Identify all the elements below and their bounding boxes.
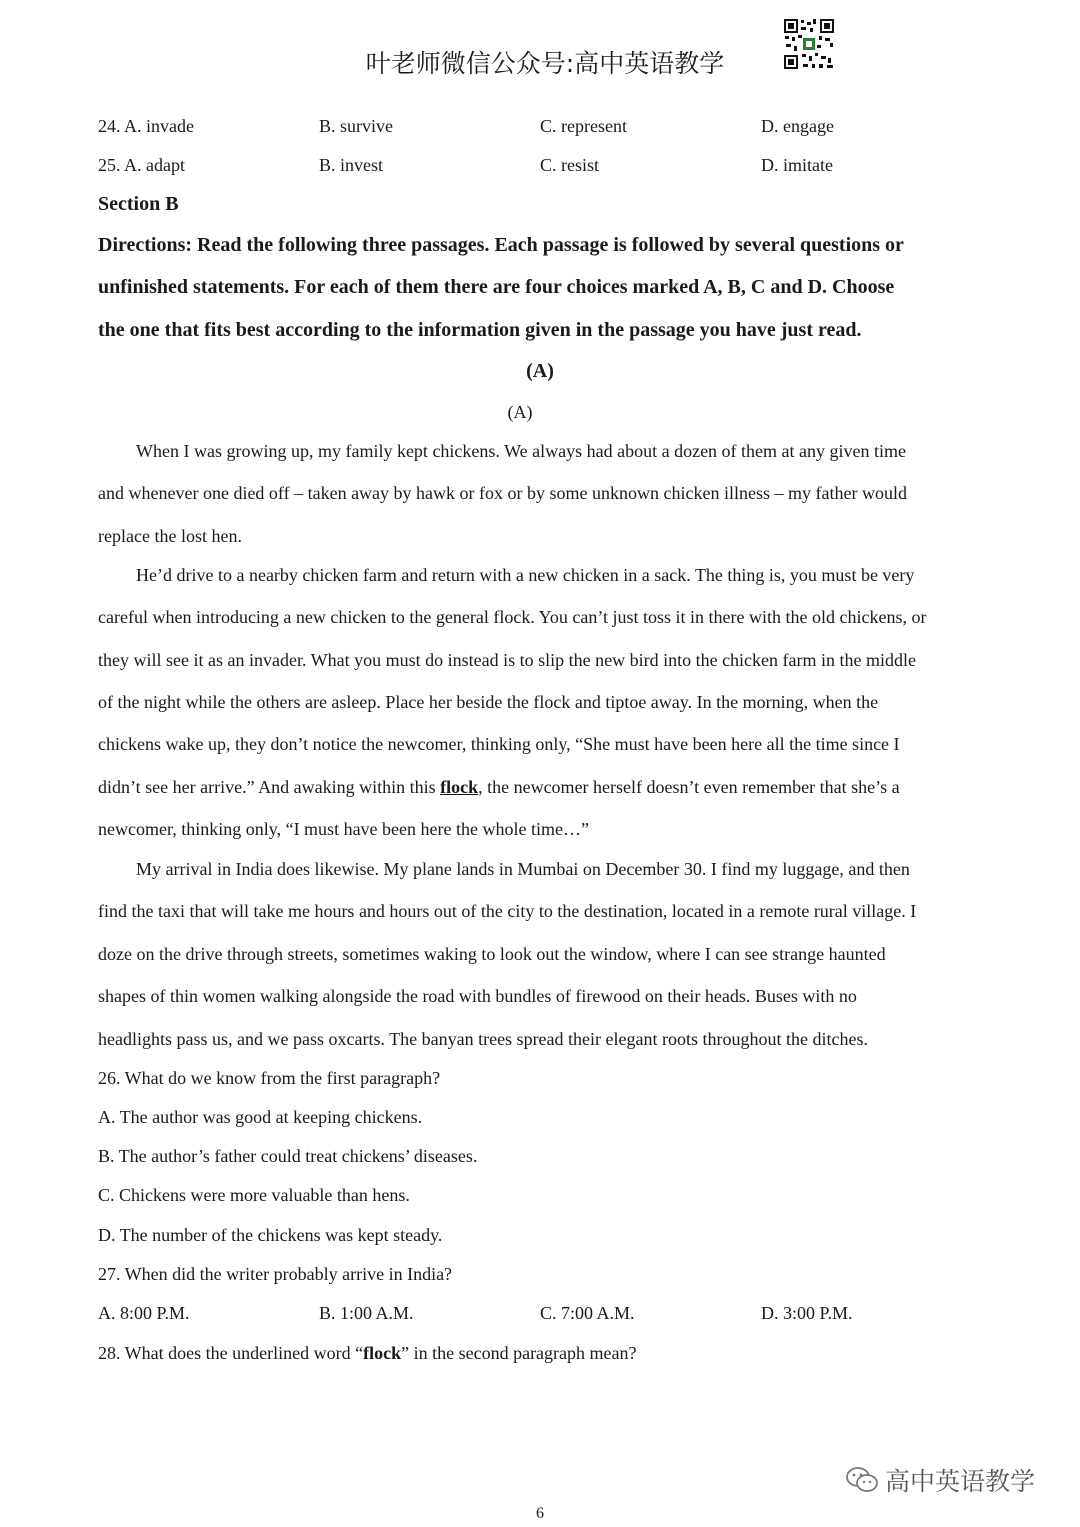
option-d: D. imitate [761,155,833,175]
paragraph-3-line: My arrival in India does likewise. My plane lands in Mumbai on December 30. I find my luggage, and then [136,859,910,879]
paragraph-3-line: headlights pass us, and we pass oxcarts. The banyan trees spread their elegant roots throughout the ditches. [98,1029,868,1049]
directions-line: the one that fits best according to the information given in the passage you have just read. [98,319,862,341]
wechat-watermark [845,1462,1065,1498]
option-c: C. 7:00 A.M. [540,1303,635,1323]
qr-code-icon [783,18,835,70]
question-27-stem: 27. When did the writer probably arrive in India? [98,1264,453,1284]
passage-label-bold: (A) [526,360,554,382]
paragraph-1-line: replace the lost hen. [98,526,242,546]
option-c: C. represent [540,116,627,136]
question-26-option-b: B. The author’s father could treat chickens’ diseases. [98,1146,478,1166]
option-a: 25. A. adapt [98,155,185,175]
question-28-stem [98,1343,637,1364]
option-b: B. survive [319,116,393,136]
option-a: A. 8:00 P.M. [98,1303,190,1323]
paragraph-2-line: He’d drive to a nearby chicken farm and return with a new chicken in a sack. The thing is, you must be very [136,565,915,585]
text-segment: 28. What does the underlined word “ [98,1343,364,1363]
bold-word-flock: flock [363,1343,402,1363]
question-24-options [98,116,998,142]
question-26-stem: 26. What do we know from the first paragraph? [98,1068,441,1088]
option-d: D. 3:00 P.M. [761,1303,853,1323]
option-b: B. 1:00 A.M. [319,1303,414,1323]
paragraph-2-line: of the night while the others are asleep. Place her beside the flock and tiptoe away. In the morning, when the [98,692,879,712]
passage-label: (A) [507,402,533,422]
question-26-option-a: A. The author was good at keeping chickens. [98,1107,423,1127]
question-25-options [98,155,998,181]
page-header-title: 叶老师微信公众号:高中英语教学 [365,49,725,78]
paragraph-1-line: When I was growing up, my family kept chickens. We always had about a dozen of them at any given time [136,441,907,461]
option-c: C. resist [540,155,600,175]
question-27-options [98,1303,998,1329]
paragraph-3-line: shapes of thin women walking alongside the road with bundles of firewood on their heads. Buses with no [98,986,857,1006]
text-segment: , the newcomer herself doesn’t even remember that she’s a [478,777,900,797]
paragraph-2-line: careful when introducing a new chicken to the general flock. You can’t just toss it in there with the old chickens, or [98,607,927,627]
watermark-text: 高中英语教学 [885,1467,1036,1496]
paragraph-1-line: and whenever one died off – taken away by hawk or fox or by some unknown chicken illness – my father would [98,483,907,503]
directions-line: Directions: Read the following three passages. Each passage is followed by several questions or [98,234,904,256]
underlined-word-flock: flock [440,777,479,797]
paragraph-2-line [98,777,900,798]
paragraph-2-line: chickens wake up, they don’t notice the newcomer, thinking only, “She must have been here all the time since I [98,734,900,754]
text-segment: didn’t see her arrive.” And awaking within this [98,777,441,797]
option-a: 24. A. invade [98,116,194,136]
paragraph-3-line: find the taxi that will take me hours and hours out of the city to the destination, located in a remote rural village. I [98,901,917,921]
question-26-option-c: C. Chickens were more valuable than hens. [98,1185,410,1205]
option-b: B. invest [319,155,384,175]
paragraph-2-line: newcomer, thinking only, “I must have been here the whole time…” [98,819,589,839]
question-26-option-d: D. The number of the chickens was kept steady. [98,1225,443,1245]
directions-line: unfinished statements. For each of them there are four choices marked A, B, C and D. Choose [98,276,895,298]
paragraph-2-line: they will see it as an invader. What you must do instead is to slip the new bird into the chicken farm in the middle [98,650,916,670]
page-number: 6 [536,1505,544,1522]
paragraph-3-line: doze on the drive through streets, sometimes waking to look out the window, where I can see strange haunted [98,944,886,964]
option-d: D. engage [761,116,834,136]
text-segment: ” in the second paragraph mean? [401,1343,637,1363]
wechat-icon [845,1465,879,1495]
section-title: Section B [98,193,179,215]
